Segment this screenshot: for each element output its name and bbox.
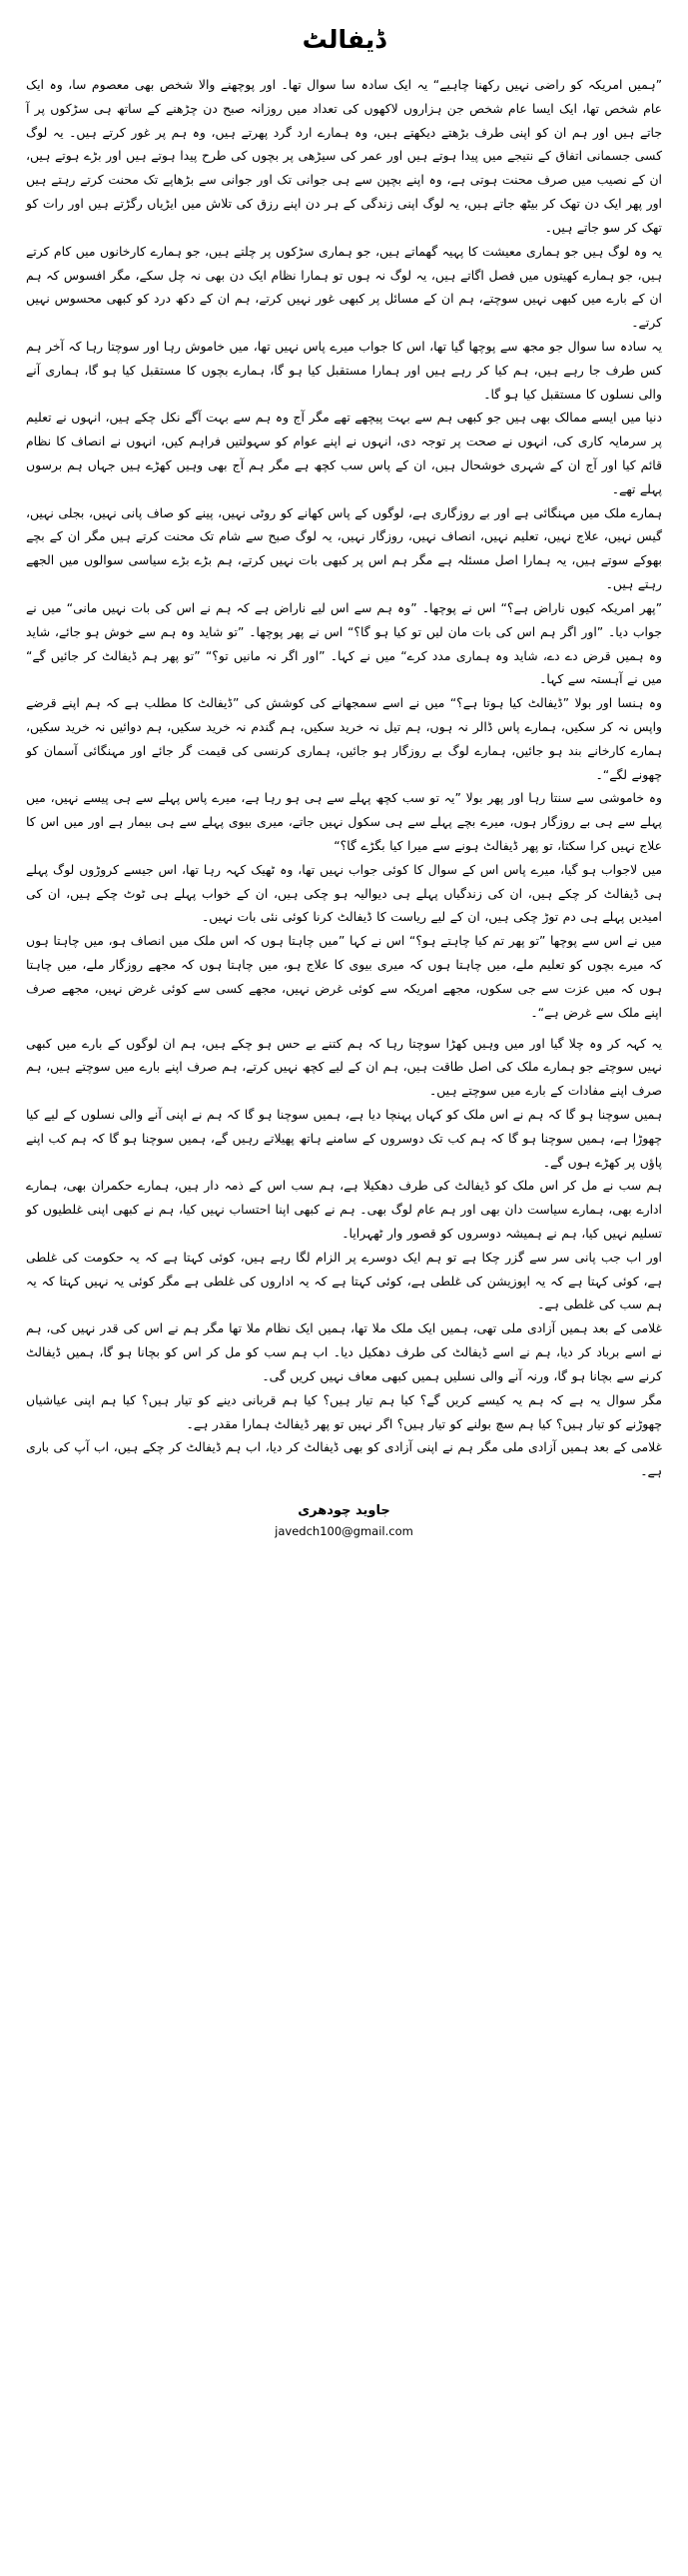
paragraph: یہ وہ لوگ ہیں جو ہماری معیشت کا پہیہ گھماتے ہیں، جو ہماری سڑکوں پر چلتے ہیں، جو ہمارے کارخانوں میں کام کرتے ہیں، جو ہمارے کھیتوں میں فصل اگاتے ہیں، یہ لوگ نہ ہوں تو ہمارا نظام ایک دن بھی نہ چل سکے، مگر افسوس کہ ہم ان کے بارے میں کبھی نہیں سوچتے، ہم ان کے مسائل پر کبھی غور نہیں کرتے، ہم ان کے دکھ درد کو کبھی محسوس نہیں کرتے۔ [26, 243, 662, 331]
paragraph: ”پھر امریکہ کیوں ناراض ہے؟“ اس نے پوچھا۔ ”وہ ہم سے اس لیے ناراض ہے کہ ہم نے اس کی بات نہیں مانی“ میں نے جواب دیا۔ ”اور اگر ہم اس کی بات مان لیں تو کیا ہو گا؟“ اس نے پھر پوچھا۔ ”تو شاید وہ ہم سے خوش ہو جائے، شاید وہ ہمیں قرض دے دے، شاید وہ ہماری مدد کرے“ میں نے کہا۔ ”اور اگر نہ مانیں تو؟“ ”تو پھر ہم ڈیفالٹ کر جائیں گے“ میں نے آہستہ سے کہا۔ [26, 599, 662, 687]
author-signature [26, 1501, 662, 1540]
paragraph: ”ہمیں امریکہ کو راضی نہیں رکھنا چاہیے“ یہ ایک سادہ سا سوال تھا۔ اور پوچھنے والا شخص بھی معصوم سا، وہ ایک عام شخص تھا، ایک ایسا عام شخص جن ہزاروں لاکھوں کی تعداد میں روزانہ صبح دن چڑھنے کے ساتھ ہی سڑکوں پر آ جاتے ہیں اور ہم ان کو اپنی طرف بڑھتے دیکھتے ہیں، وہ ہمارے ارد گرد پھرتے ہیں، وہ ہم پر غور کرتے ہیں۔ یہ لوگ کسی جسمانی اتفاق کے نتیجے میں پیدا ہوتے ہیں اور عمر کی سیڑھی پر بچوں کی طرح پیدا ہوتے ہیں اور بڑے ہوتے ہیں، ان کے نصیب میں صرف محنت ہوتی ہے، وہ اپنے بچپن سے ہی جوانی تک اور جوانی سے بڑھاپے تک محنت کرتے رہتے ہیں اور پھر ایک دن تھک کر بیٹھ جاتے ہیں، یہ لوگ اپنی زندگی کے ہر دن اپنے رزق کی تلاش میں ایڑیاں رگڑتے ہیں اور رات کو تھک کر سو جاتے ہیں۔ [26, 77, 662, 235]
paragraph: وہ ہنسا اور بولا ”ڈیفالٹ کیا ہوتا ہے؟“ میں نے اسے سمجھانے کی کوشش کی ”ڈیفالٹ کا مطلب ہے کہ ہم اپنے قرضے واپس نہ کر سکیں، ہمارے پاس ڈالر نہ ہوں، ہم تیل نہ خرید سکیں، ہم گندم نہ خرید سکیں، ہم دوائیں نہ خرید سکیں، ہمارے کارخانے بند ہو جائیں، ہمارے لوگ بے روزگار ہو جائیں، ہماری کرنسی کی قیمت گر جائے اور مہنگائی آسمان کو چھونے لگے“۔ [26, 695, 662, 782]
paragraph: دنیا میں ایسے ممالک بھی ہیں جو کبھی ہم سے بہت پیچھے تھے مگر آج وہ ہم سے بہت آگے نکل چکے ہیں، انہوں نے تعلیم پر سرمایہ کاری کی، انہوں نے صحت پر توجہ دی، انہوں نے اپنے عوام کو سہولتیں فراہم کیں، انہوں نے انصاف کا نظام قائم کیا اور آج ان کے شہری خوشحال ہیں، ان کے پاس سب کچھ ہے مگر ہم آج بھی وہیں کھڑے ہیں جہاں ہم برسوں پہلے تھے۔ [26, 410, 662, 496]
paragraph: وہ خاموشی سے سنتا رہا اور پھر بولا ”یہ تو سب کچھ پہلے سے ہی ہو رہا ہے، میرے پاس پہلے سے ہی پیسے نہیں، میں پہلے سے ہی بے روزگار ہوں، میرے بچے پہلے سے ہی سکول نہیں جاتے، میری بیوی پہلے سے ہی بیمار ہے اور میں اس کا علاج نہیں کرا سکتا، تو پھر ڈیفالٹ ہونے سے میرا کیا بگڑے گا؟“ [26, 790, 662, 853]
author-email: javedch100@gmail.com [275, 1523, 413, 1538]
paragraph: غلامی کے بعد ہمیں آزادی ملی مگر ہم نے اپنی آزادی کو بھی ڈیفالٹ کر دیا، اب ہم ڈیفالٹ کر چکے ہیں، اب آپ کی باری ہے۔ [26, 1439, 662, 1479]
paragraph: میں نے اس سے پوچھا ”تو پھر تم کیا چاہتے ہو؟“ اس نے کہا ”میں چاہتا ہوں کہ اس ملک میں انصاف ہو، میں چاہتا ہوں کہ میرے بچوں کو تعلیم ملے، میں چاہتا ہوں کہ میری بیوی کا علاج ہو، میں چاہتا ہوں کہ مجھے روزگار ملے، میں چاہتا ہوں کہ میں عزت سے جی سکوں، مجھے امریکہ سے کوئی غرض نہیں، مجھے کسی سے کوئی غرض نہیں، مجھے صرف اپنے ملک سے غرض ہے“۔ [26, 933, 662, 1020]
paragraph: یہ کہہ کر وہ چلا گیا اور میں وہیں کھڑا سوچتا رہا کہ ہم کتنے بے حس ہو چکے ہیں، ہم ان لوگوں کے بارے میں کبھی نہیں سوچتے جو ہمارے ملک کی اصل طاقت ہیں، ہم ان کے لیے کچھ نہیں کرتے، ہم صرف اپنے بارے میں سوچتے ہیں، ہم صرف اپنے مفادات کے بارے میں سوچتے ہیں۔ [26, 1035, 662, 1099]
paragraph: یہ سادہ سا سوال جو مجھ سے پوچھا گیا تھا، اس کا جواب میرے پاس نہیں تھا، میں خاموش رہا اور سوچتا رہا کہ آخر ہم کس طرف جا رہے ہیں، ہم کیا کر رہے ہیں اور ہمارا مستقبل کیا ہو گا، ہمارے بچوں کا مستقبل کیا ہو گا، ہماری آنے والی نسلوں کا مستقبل کیا ہو گا۔ [26, 338, 662, 402]
article-body [26, 73, 662, 1483]
page-title: ڈیفالٹ [302, 25, 386, 54]
paragraph: میں لاجواب ہو گیا، میرے پاس اس کے سوال کا کوئی جواب نہیں تھا، وہ ٹھیک کہہ رہا تھا، اس جیسے کروڑوں لوگ پہلے ہی ڈیفالٹ کر چکے ہیں، ان کی زندگیاں پہلے ہی دیوالیہ ہو چکی ہیں، ان کے خواب پہلے ہی ٹوٹ چکے ہیں، ان کی امیدیں پہلے ہی دم توڑ چکی ہیں، ان کے لیے ریاست کا ڈیفالٹ کرنا کوئی نئی بات نہیں۔ [26, 861, 662, 925]
paragraph: مگر سوال یہ ہے کہ ہم یہ کیسے کریں گے؟ کیا ہم تیار ہیں؟ کیا ہم قربانی دینے کو تیار ہیں؟ کیا ہم اپنی عیاشیاں چھوڑنے کو تیار ہیں؟ کیا ہم سچ بولنے کو تیار ہیں؟ اگر نہیں تو پھر ڈیفالٹ ہمارا مقدر ہے۔ [26, 1391, 662, 1431]
paragraph: ہمارے ملک میں مہنگائی ہے اور بے روزگاری ہے، لوگوں کے پاس کھانے کو روٹی نہیں، پینے کو صاف پانی نہیں، بجلی نہیں، گیس نہیں، علاج نہیں، تعلیم نہیں، انصاف نہیں، روزگار نہیں، یہ لوگ صبح سے شام تک محنت کرتے ہیں مگر ان کے بچے بھوکے سوتے ہیں، یہ ہمارا اصل مسئلہ ہے مگر ہم اس پر کبھی بات نہیں کرتے، ہم بڑے بڑے سیاسی سوالوں میں الجھے رہتے ہیں۔ [26, 504, 662, 592]
paragraph: غلامی کے بعد ہمیں آزادی ملی تھی، ہمیں ایک ملک ملا تھا، ہمیں ایک نظام ملا تھا مگر ہم نے اس کی قدر نہیں کی، ہم نے اسے برباد کر دیا، ہم نے اسے ڈیفالٹ کی طرف دھکیل دیا۔ اب ہم سب کو مل کر اس کو بچانا ہو گا، ہمیں ڈیفالٹ کرنے سے بچانا ہو گا، ورنہ آنے والی نسلیں ہمیں کبھی معاف نہیں کریں گی۔ [26, 1320, 662, 1383]
paragraph: ہم سب نے مل کر اس ملک کو ڈیفالٹ کی طرف دھکیلا ہے، ہم سب اس کے ذمہ دار ہیں، ہمارے حکمران بھی، ہمارے ادارے بھی، ہمارے سیاست دان بھی اور ہم عام لوگ بھی۔ ہم نے کبھی اپنا احتساب نہیں کیا، ہم نے کبھی اپنی غلطیوں کو تسلیم نہیں کیا، ہم نے ہمیشہ دوسروں کو قصور وار ٹھہرایا۔ [26, 1178, 662, 1241]
paragraph-spacer [26, 1025, 662, 1032]
paragraph: ہمیں سوچنا ہو گا کہ ہم نے اس ملک کو کہاں پہنچا دیا ہے، ہمیں سوچنا ہو گا کہ ہم نے اپنی آنے والی نسلوں کے لیے کیا چھوڑا ہے، ہمیں سوچنا ہو گا کہ ہم کب تک دوسروں کے سامنے ہاتھ پھیلاتے رہیں گے، ہمیں سوچنا ہو گا کہ ہم کب اپنے پاؤں پر کھڑے ہوں گے۔ [26, 1106, 662, 1170]
paragraph: اور اب جب پانی سر سے گزر چکا ہے تو ہم ایک دوسرے پر الزام لگا رہے ہیں، کوئی کہتا ہے کہ یہ حکومت کی غلطی ہے، کوئی کہتا ہے کہ یہ اپوزیشن کی غلطی ہے، کوئی کہتا ہے کہ یہ اداروں کی غلطی ہے مگر کوئی یہ نہیں کہتا کہ یہ ہم سب کی غلطی ہے۔ [26, 1249, 662, 1312]
author-name: جاوید چودھری [298, 1502, 390, 1518]
